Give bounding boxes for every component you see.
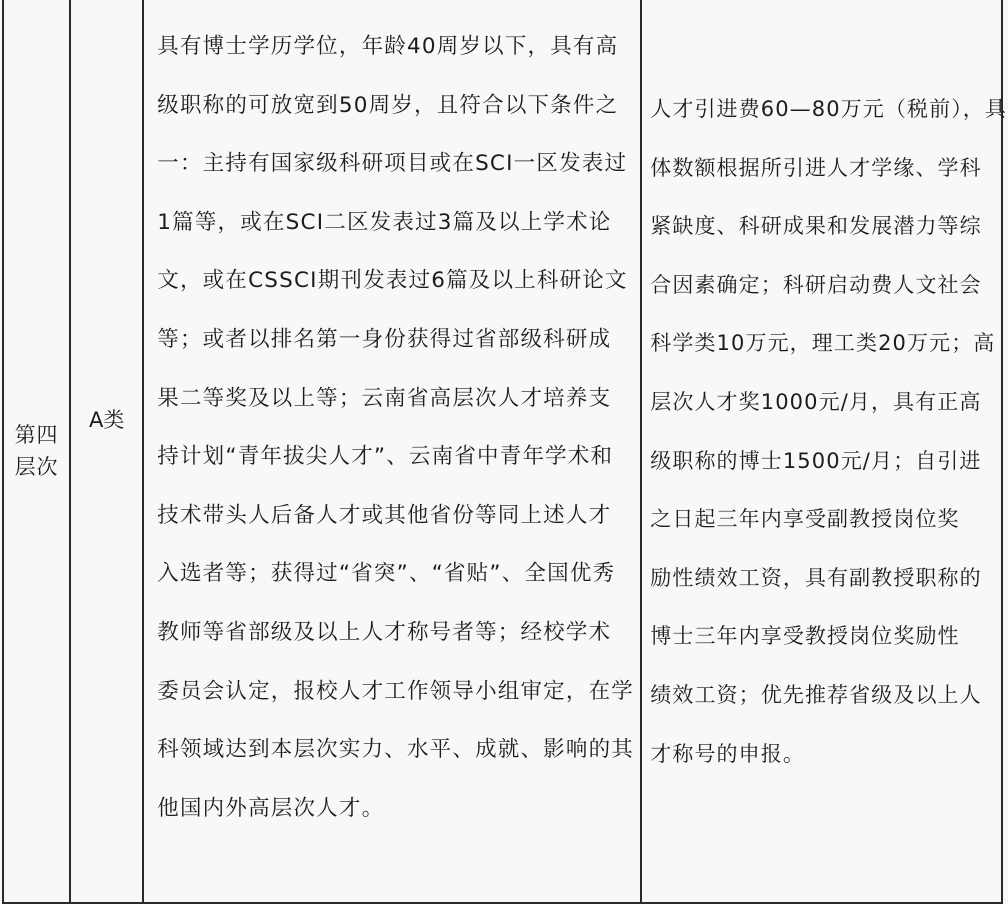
benefits-line: 之日起三年内享受副教授岗位奖	[650, 507, 960, 532]
category-label: A类	[89, 408, 125, 432]
benefits-line: 科学类10万元，理工类20万元；高	[650, 331, 996, 356]
benefits-line: 层次人才奖1000元/月，具有正高	[650, 389, 982, 414]
conditions-line: 他国内外高层次人才。	[157, 795, 385, 821]
benefits-cell	[641, 0, 1007, 903]
benefits-line: 绩效工资；优先推荐省级及以上人	[650, 682, 982, 707]
level-label	[4, 419, 69, 483]
level-label-line-2: 层次	[14, 455, 59, 479]
benefits-line: 体数额根据所引进人才学缘、学科	[650, 155, 982, 180]
conditions-text	[144, 0, 640, 850]
conditions-line: 技术带头人后备人才或其他省份等同上述人才	[157, 502, 612, 528]
benefits-line: 励性绩效工资，具有副教授职称的	[650, 565, 982, 590]
conditions-cell	[143, 0, 641, 903]
conditions-line: 持计划“青年拔尖人才”、云南省中青年学术和	[157, 444, 614, 470]
benefits-line: 人才引进费60—80万元（税前），具	[650, 97, 1007, 121]
benefits-line: 级职称的博士1500元/月；自引进	[650, 448, 982, 473]
conditions-line: 文，或在CSSCI期刊发表过6篇及以上科研论文	[157, 268, 628, 294]
talent-policy-table	[2, 0, 1007, 904]
conditions-line: 具有博士学历学位，年龄40周岁以下，具有高	[157, 34, 619, 59]
conditions-line: 等；或者以排名第一身份获得过省部级科研成	[157, 326, 612, 352]
level-cell	[3, 0, 70, 903]
table-row	[3, 0, 1002, 903]
conditions-line: 一：主持有国家级科研项目或在SCI一区发表过	[157, 151, 628, 177]
conditions-line: 入选者等；获得过“省突”、“省贴”、全国优秀	[157, 561, 616, 587]
category-cell	[70, 0, 143, 903]
benefits-text	[642, 0, 1007, 795]
conditions-line: 委员会认定，报校人才工作领导小组审定，在学	[157, 678, 634, 704]
benefits-line: 紧缺度、科研成果和发展潜力等综	[650, 214, 982, 239]
conditions-line: 果二等奖及以上等；云南省高层次人才培养支	[157, 385, 612, 411]
benefits-line: 合因素确定；科研启动费人文社会	[650, 272, 982, 297]
level-label-line-1: 第四	[14, 423, 59, 447]
conditions-line: 1篇等，或在SCI二区发表过3篇及以上学术论	[157, 209, 612, 235]
conditions-line: 科领域达到本层次实力、水平、成就、影响的其	[157, 737, 634, 763]
conditions-line: 教师等省部级及以上人才称号者等；经校学术	[157, 619, 612, 645]
benefits-line: 才称号的申报。	[650, 741, 805, 766]
benefits-line: 博士三年内享受教授岗位奖励性	[650, 624, 960, 649]
conditions-line: 级职称的可放宽到50周岁，且符合以下条件之	[157, 92, 619, 118]
